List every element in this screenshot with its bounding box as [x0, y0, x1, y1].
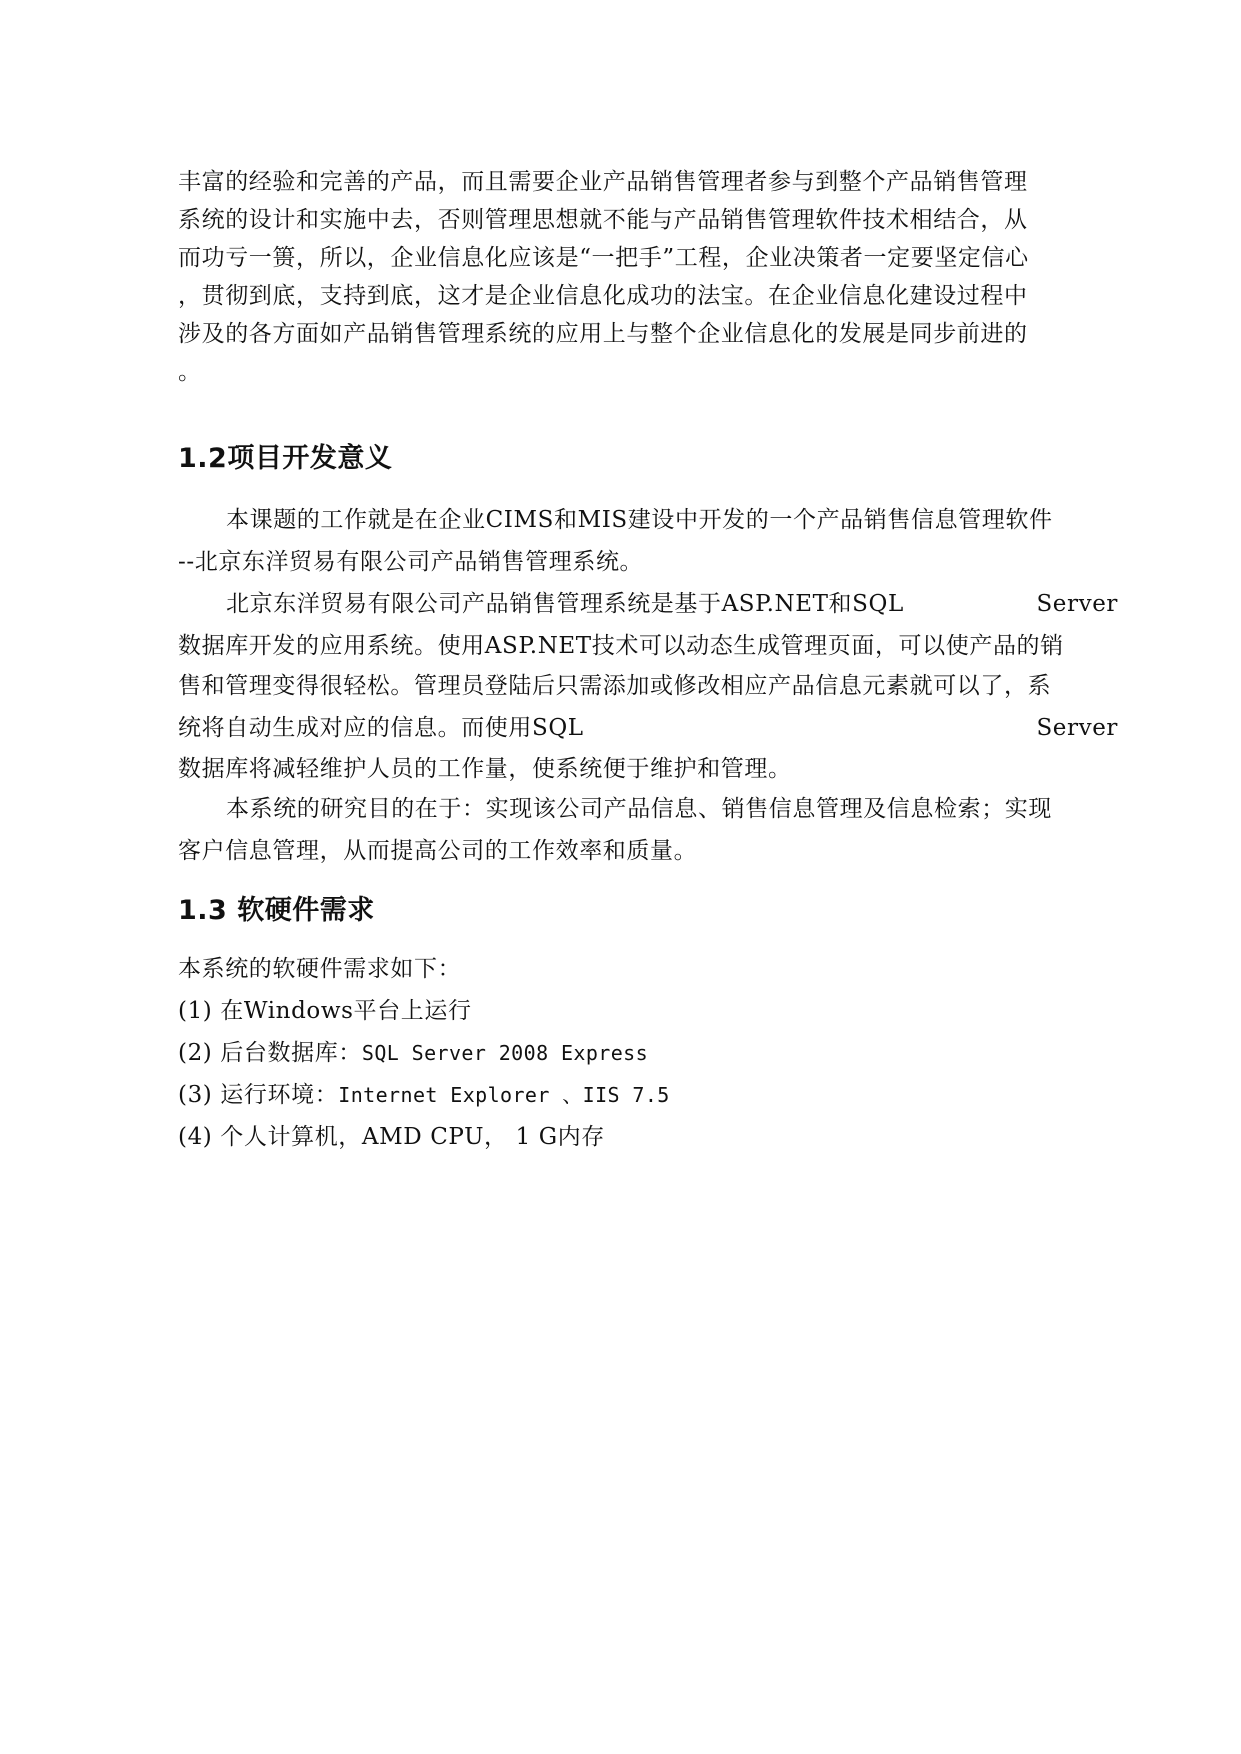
section-heading-1-2: 1.2项目开发意义 — [178, 443, 393, 474]
paragraph-line: 本系统的软硬件需求如下： — [178, 956, 462, 982]
requirement-item — [178, 1037, 1118, 1069]
paragraph-line: 数据库开发的应用系统。使用ASP.NET技术可以动态生成管理页面，可以使产品的销 — [178, 633, 1064, 659]
requirement-label: (4) 个人计算机，AMD CPU， 1 G内存 — [178, 1124, 605, 1150]
paragraph-line: 而功亏一篑，所以，企业信息化应该是“一把手”工程，企业决策者一定要坚定信心 — [178, 245, 1029, 271]
paragraph-text: 北京东洋贸易有限公司产品销售管理系统是基于ASP.NET和SQL — [226, 591, 904, 617]
paragraph-line: 系统的设计和实施中去，否则管理思想就不能与产品销售管理软件技术相结合，从 — [178, 207, 1028, 233]
paragraph-text: Server — [1036, 715, 1118, 741]
paragraph-line: 本课题的工作就是在企业CIMS和MIS建设中开发的一个产品销售信息管理软件 — [226, 507, 1053, 533]
requirement-item — [178, 1121, 1118, 1153]
paragraph-line: 涉及的各方面如产品销售管理系统的应用上与整个企业信息化的发展是同步前进的 — [178, 321, 1028, 347]
requirement-label: (3) 运行环境： — [178, 1082, 339, 1108]
paragraph-line: 。 — [178, 359, 202, 385]
paragraph-line: 客户信息管理，从而提高公司的工作效率和质量。 — [178, 838, 698, 864]
requirement-value: SQL Server 2008 Express — [361, 1041, 649, 1065]
paragraph-line — [226, 588, 1118, 620]
requirement-value: Internet Explorer 、IIS 7.5 — [338, 1083, 670, 1107]
paragraph-line: 数据库将减轻维护人员的工作量，使系统便于维护和管理。 — [178, 756, 792, 782]
requirement-item — [178, 1079, 1118, 1111]
requirement-label: (1) 在Windows平台上运行 — [178, 998, 472, 1024]
paragraph-line: 丰富的经验和完善的产品，而且需要企业产品销售管理者参与到整个产品销售管理 — [178, 169, 1028, 195]
paragraph-line — [178, 712, 1118, 744]
section-heading-1-3: 1.3 软硬件需求 — [178, 895, 375, 926]
paragraph-text: Server — [1036, 591, 1118, 617]
requirement-item — [178, 995, 1118, 1027]
paragraph-line: 本系统的研究目的在于：实现该公司产品信息、销售信息管理及信息检索；实现 — [226, 796, 1052, 822]
paragraph-text: 统将自动生成对应的信息。而使用SQL — [178, 715, 584, 741]
paragraph-line: 售和管理变得很轻松。管理员登陆后只需添加或修改相应产品信息元素就可以了，系 — [178, 673, 1052, 699]
paragraph-line: --北京东洋贸易有限公司产品销售管理系统。 — [178, 549, 644, 575]
requirement-label: (2) 后台数据库： — [178, 1040, 362, 1066]
paragraph-line: ，贯彻到底，支持到底，这才是企业信息化成功的法宝。在企业信息化建设过程中 — [178, 283, 1028, 309]
